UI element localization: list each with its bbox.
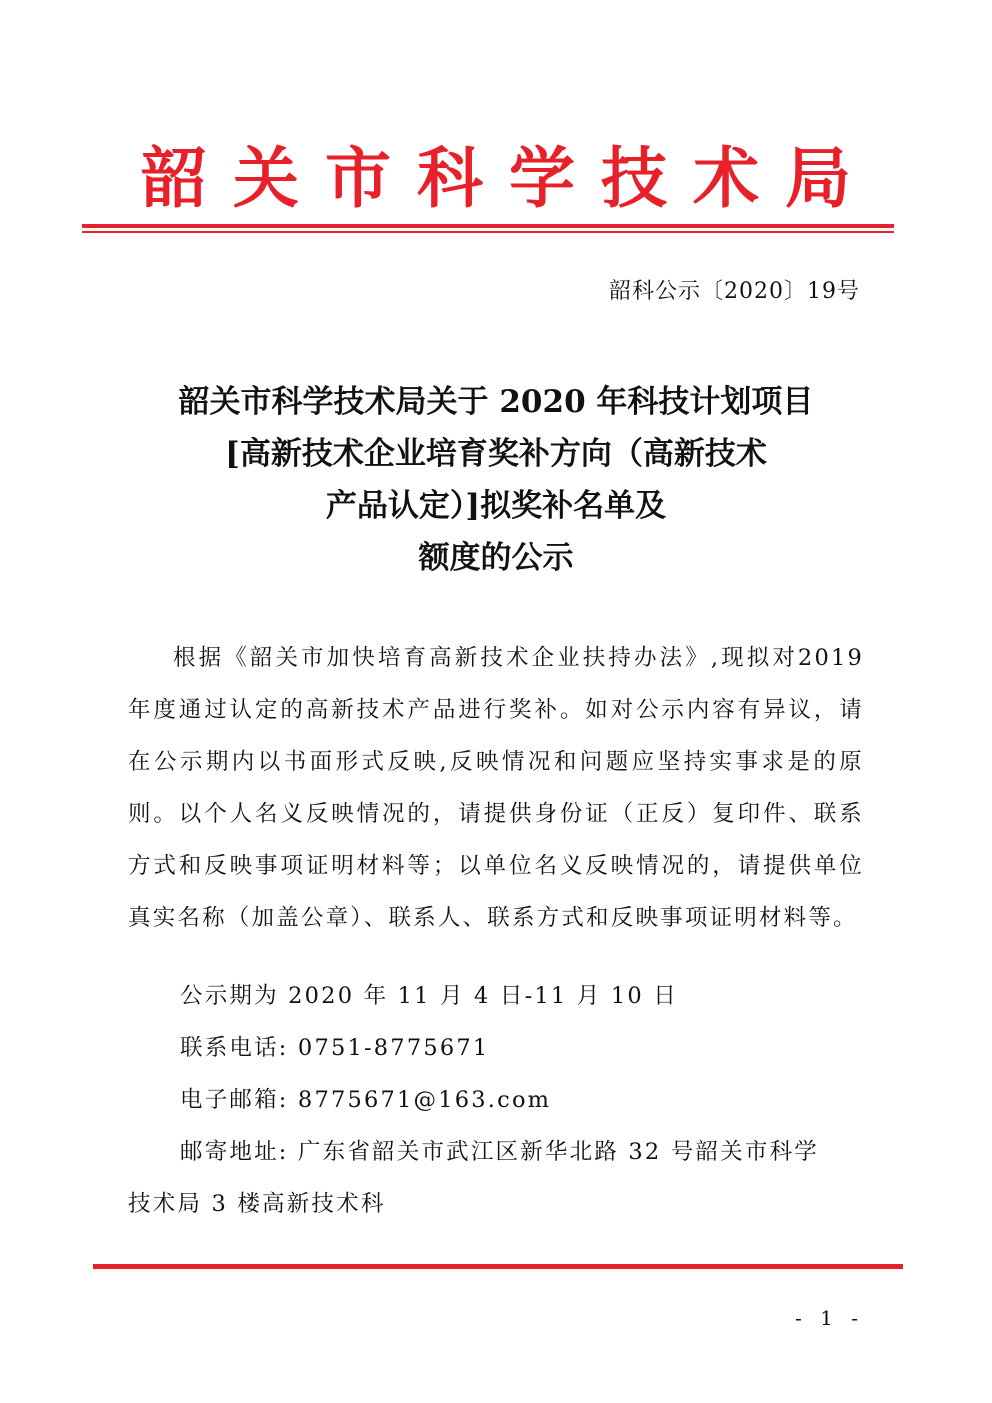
period-text: 公示期为 2020 年 11 月 4 日-11 月 10 日 bbox=[180, 983, 678, 1009]
body-text bbox=[128, 632, 864, 944]
masthead-org-name: 韶关市科学技术局 bbox=[141, 139, 877, 217]
document-number: 韶科公示〔2020〕19号 bbox=[609, 279, 860, 304]
document-title bbox=[110, 376, 882, 584]
address-text-1: 邮寄地址: 广东省韶关市武江区新华北路 32 号韶关市科学 bbox=[180, 1139, 819, 1165]
period-line bbox=[128, 970, 864, 1022]
email-line bbox=[128, 1074, 864, 1126]
body-paragraph: 根据《韶关市加快培育高新技术企业扶持办法》,现拟对2019年度通过认定的高新技术产品进行奖补。如对公示内容有异议，请在公示期内以书面形式反映,反映情况和问题应坚持实事求是的原则。以个人名义反映情况的，请提供身份证（正反）复印件、联系方式和反映事项证明材料等；以单位名义反映情况的，请提供单位真实名称（加盖公章）、联系人、联系方式和反映事项证明材料等。 bbox=[128, 645, 864, 931]
phone-text: 联系电话: 0751-8775671 bbox=[180, 1035, 490, 1061]
footer-rule bbox=[93, 1264, 903, 1269]
address-line-1 bbox=[128, 1126, 864, 1178]
title-line-2: [高新技术企业培育奖补方向（高新技术 bbox=[225, 436, 767, 472]
address-text-2: 技术局 3 楼高新技术科 bbox=[128, 1191, 386, 1217]
masthead-rule-thick bbox=[82, 224, 894, 228]
email-text: 电子邮箱: 8775671@163.com bbox=[180, 1087, 552, 1113]
phone-line bbox=[128, 1022, 864, 1074]
page-number: - 1 - bbox=[795, 1306, 864, 1330]
title-line-4: 额度的公示 bbox=[418, 540, 574, 576]
address-line-2 bbox=[128, 1178, 864, 1230]
masthead-rule-thin bbox=[82, 231, 894, 233]
title-line-1: 韶关市科学技术局关于 2020 年科技计划项目 bbox=[178, 384, 814, 420]
title-line-3: 产品认定）]拟奖补名单及 bbox=[325, 488, 667, 524]
